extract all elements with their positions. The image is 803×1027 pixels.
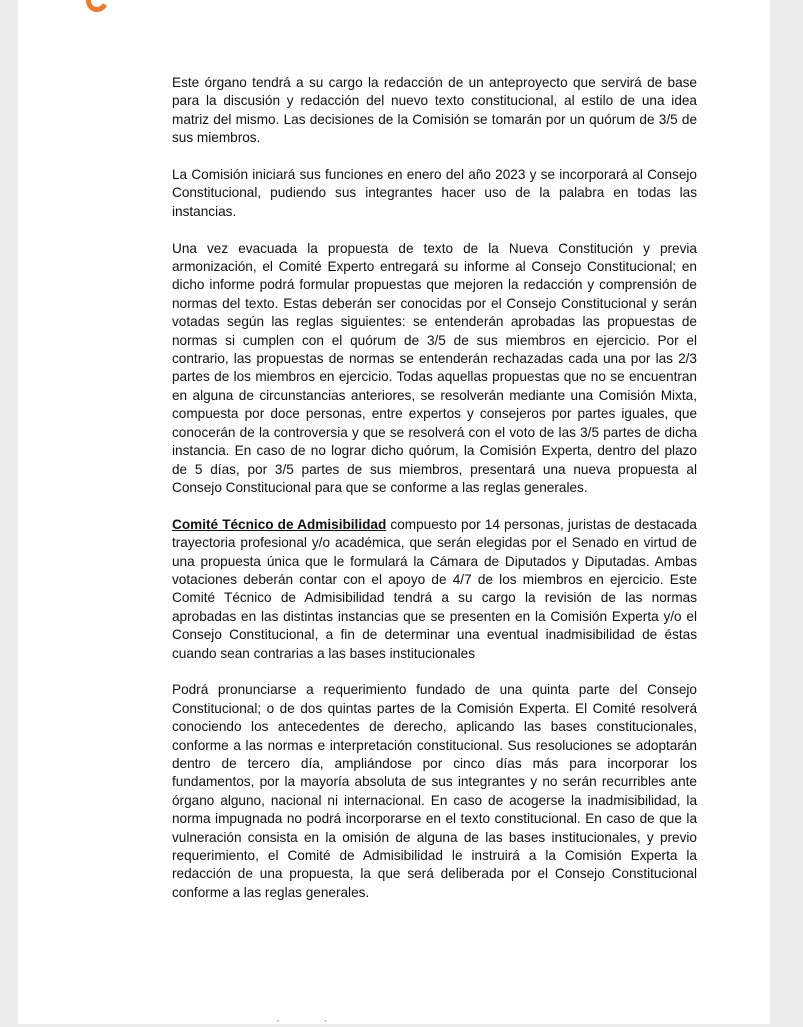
paragraph-comite-tecnico — [172, 516, 697, 663]
paragraph-comite-experto: Una vez evacuada la propuesta de texto de la Nueva Constitución y previa armonización, el Comité Experto entregará su informe al Consejo Constitucional; en dicho informe podrá formular propuestas que mejoren la redacción y comprensión de normas del texto. Estas deberán ser conocidas por el Consejo Constitucional y serán votadas según las reglas siguientes: se entenderán aprobadas las propuestas de normas si cumplen con el quórum de 3/5 de sus miembros en ejercicio. Por el contrario, las propuestas de normas se entenderán rechazadas cada una por las 2/3 partes de los miembros en ejercicio. Todas aquellas propuestas que no se encuentran en alguna de circunstancias anteriores, se resolverán mediante una Comisión Mixta, compuesta por doce personas, entre expertos y consejeros por partes iguales, que conocerán de la controversia y que se resolverá con el voto de las 3/5 partes de dicha instancia. En caso de no lograr dicho quórum, la Comisión Experta, dentro del plazo de 5 días, por 3/5 partes de sus miembros, presentará una nueva propuesta al Consejo Constitucional para que se conforme a las reglas generales. — [172, 240, 697, 495]
committee-description: compuesto por 14 personas, juristas de destacada trayectoria profesional y/o académica, que serán elegidas por el Senado en virtud de una propuesta única que le formulará la Cámara de Diputados y Diputadas. Ambas votaciones deberán contar con el apoyo de 4/7 de los miembros en ejercicio. Este Comité Técnico de Admisibilidad tendrá a su cargo la revisión de las normas aprobadas en las distintas instancias que se presenten en la Comisión Experta y/o el Consejo Constitucional, a fin de determinar una eventual inadmisibilidad de éstas cuando sean contrarias a las bases institucionales — [172, 516, 697, 661]
document-page — [18, 0, 770, 1027]
paragraph-inicio-comision: La Comisión iniciará sus funciones en enero del año 2023 y se incorporará al Consejo Constitucional, pudiendo sus integrantes hacer uso de la palabra en todas las instancias. — [172, 167, 697, 219]
paragraph-requerimiento: Podrá pronunciarse a requerimiento fundado de una quinta parte del Consejo Constitucional; o de dos quintas partes de la Comisión Experta. El Comité resolverá conociendo los antecedentes de derecho, aplicando las bases constitucionales, conforme a las normas e interpretación constitucional. Sus resoluciones se adoptarán dentro de tercero día, ampliándose por cinco días más para incorporar los fundamentos, por la mayoría absoluta de sus integrantes y no serán recurribles ante órgano alguno, nacional ni internacional. En caso de acogerse la inadmisibilidad, la norma impugnada no podrá incorporarse en el texto constitucional. En caso de que la vulneración consista en la omisión de alguna de las bases institucionales, y previo requerimiento, el Comité de Admisibilidad le instruirá a la Comisión Experta la redacción de una propuesta, la que será deliberada por el Consejo Constitucional conforme a las reglas generales. — [172, 682, 697, 900]
paragraph-anteproyecto: Este órgano tendrá a su cargo la redacción de un anteproyecto que servirá de base para la discusión y redacción del nuevo texto constitucional, al estilo de una idea matriz del mismo. Las decisiones de la Comisión se tomarán por un quórum de 3/5 de sus miembros. — [172, 75, 697, 146]
page-bottom-artifacts: · · — [276, 1013, 348, 1027]
document-body — [172, 74, 697, 921]
committee-heading: Comité Técnico de Admisibilidad — [172, 516, 387, 532]
orange-corner-mark — [83, 0, 111, 15]
